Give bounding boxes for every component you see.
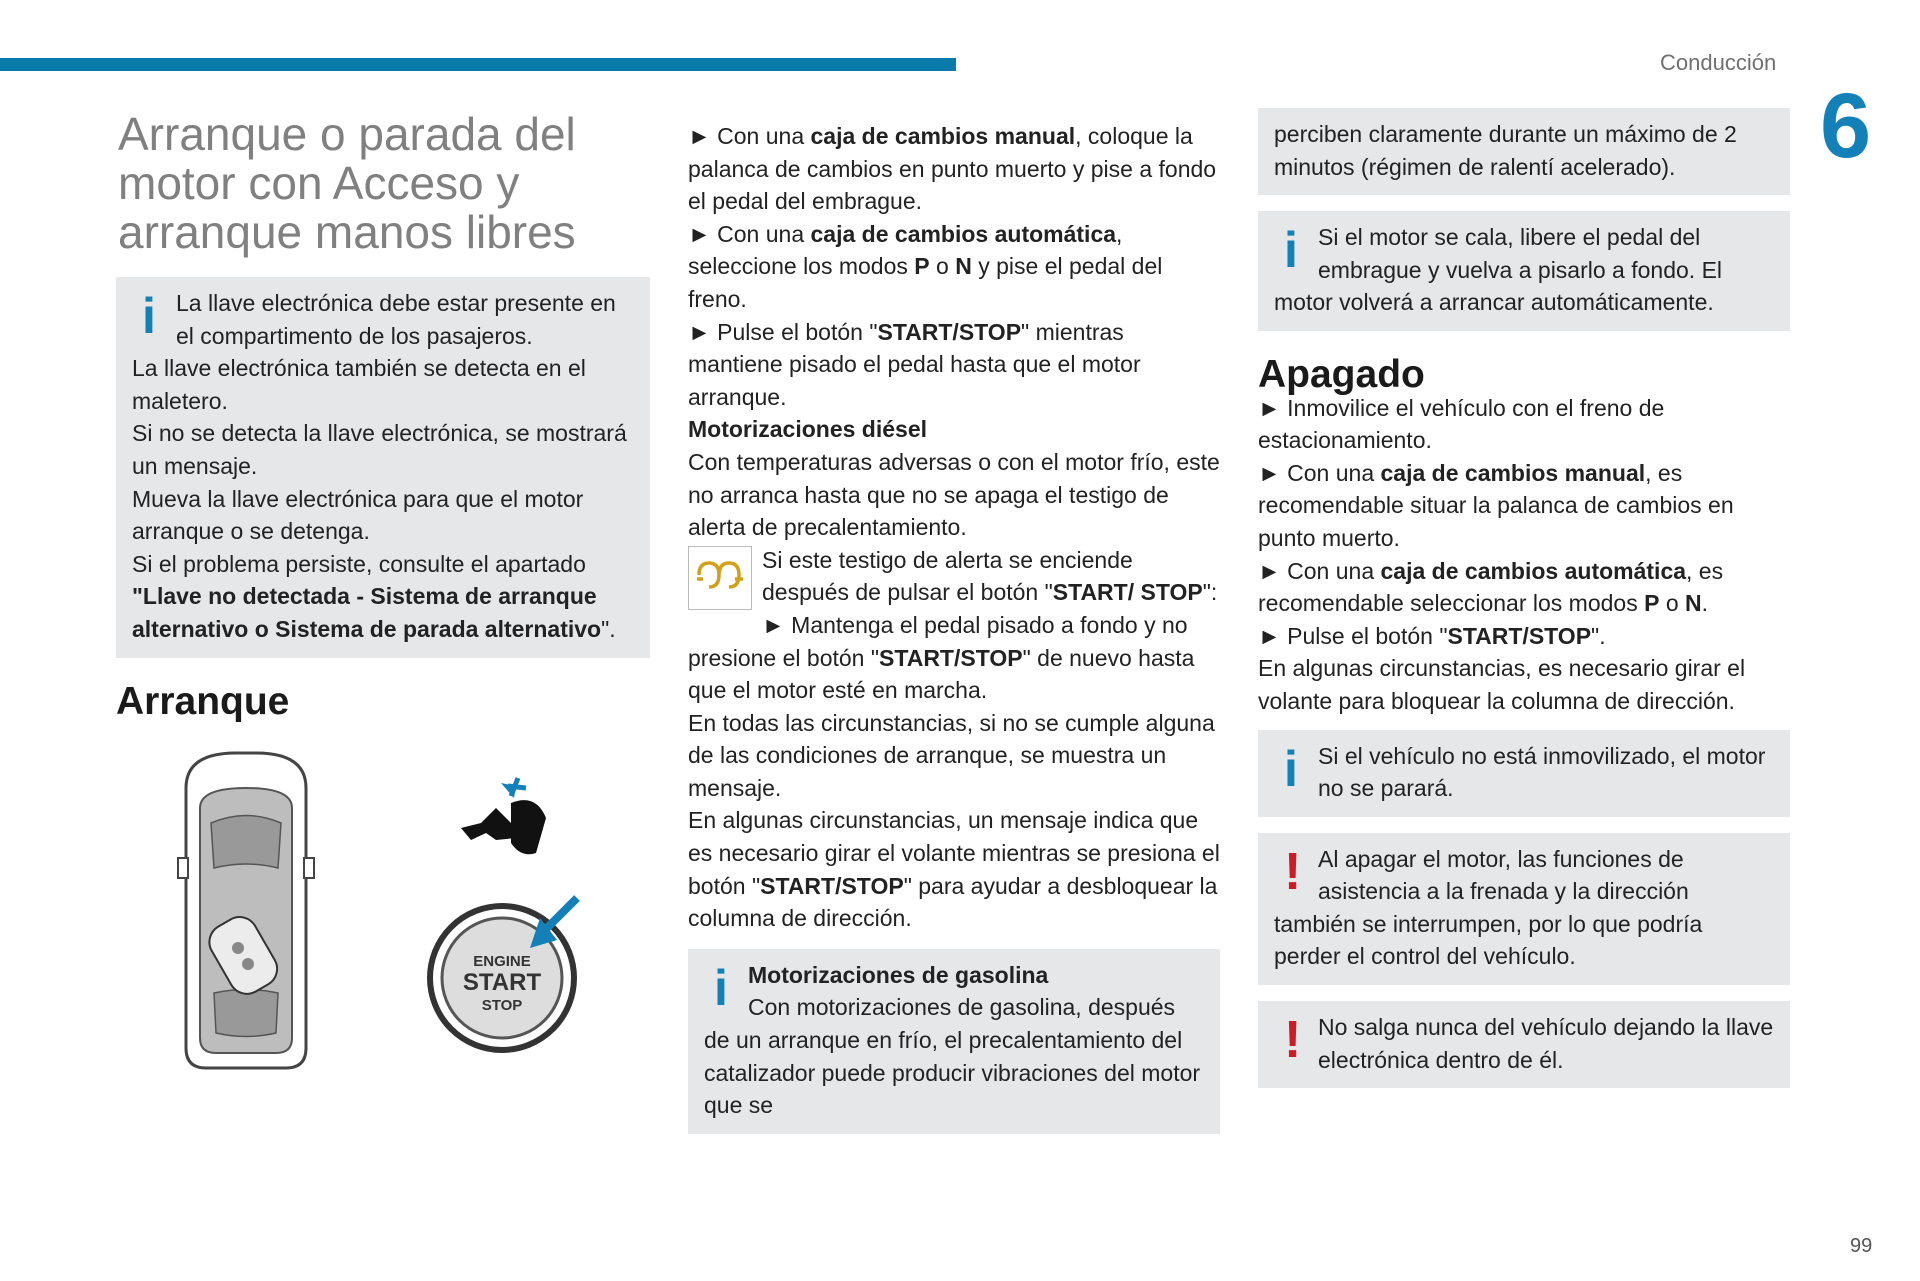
text-bold: START/STOP [760, 872, 904, 899]
text-bold: START/STOP [879, 644, 1023, 671]
chapter-number: 6 [1820, 75, 1872, 177]
text-bold: caja de cambios automática [810, 220, 1117, 247]
body-text [688, 804, 1220, 934]
text-part: o [1659, 590, 1686, 617]
info-icon: i [1284, 740, 1298, 797]
info-icon: i [1284, 222, 1298, 279]
glow-text [688, 544, 1220, 609]
diesel-heading [688, 413, 1220, 446]
car-key-illustration [116, 748, 650, 1078]
info-box-key [116, 277, 650, 658]
text-part: Si este testigo de alerta se enciende después de pulsar el botón " [762, 546, 1133, 606]
button-start-label: START [462, 969, 542, 997]
text-bold: caja de cambios manual [1380, 459, 1646, 486]
page-number: 99 [1850, 1235, 1873, 1257]
info-text-part: ". [601, 615, 616, 642]
text-part: , seleccione los modos [688, 220, 1123, 280]
text-part: ► Con una [1258, 557, 1381, 584]
text-part: ► Con una [1258, 459, 1381, 486]
text-part: " de nuevo hasta que el motor esté en marcha. [688, 644, 1195, 704]
preheat-warning-light-icon [688, 546, 752, 610]
warning-box-assist [1258, 833, 1790, 985]
info-text: La llave electrónica también se detecta en el maletero. [132, 355, 586, 414]
gas-heading [704, 959, 1204, 992]
text-bold: P [1644, 590, 1660, 617]
warning-icon: ! [1284, 1011, 1302, 1070]
button-engine-label: ENGINE [473, 953, 531, 971]
text-part: . [1701, 590, 1709, 617]
text-part: ► Pulse el botón " [688, 318, 878, 345]
start-illustration [116, 748, 650, 1078]
bullet-text [688, 218, 1220, 316]
text-bold: N [955, 253, 972, 280]
bullet-text [1258, 620, 1790, 653]
text-bold: caja de cambios automática [1380, 557, 1687, 584]
info-text [132, 548, 634, 646]
page-title: Arranque o parada del motor con Acceso y arranque manos libres [118, 108, 576, 258]
text-bold: START/STOP [877, 318, 1022, 345]
heading-apagado: Apagado [1258, 352, 1425, 396]
text-part: o [929, 253, 956, 280]
bullet-text [688, 609, 1220, 707]
info-box-continued [1258, 108, 1790, 195]
car-topview-icon [178, 753, 314, 1068]
text-part: ": [1202, 579, 1218, 606]
bullet-text [1258, 457, 1790, 555]
text-part: ► Pulse el botón " [1258, 622, 1448, 649]
section-title: Conducción [1660, 50, 1777, 75]
info-text-bold: "Llave no detectada - Sistema de arranque alternativo o Sistema de parada alternativo [132, 583, 602, 642]
warning-text: No salga nunca del vehículo dejando la llave electrónica dentro de él. [1318, 1014, 1774, 1073]
button-stop-label: STOP [481, 997, 523, 1015]
start-stop-button-icon [430, 898, 577, 1050]
warning-box-key [1258, 1001, 1790, 1088]
text-bold: N [1685, 590, 1702, 617]
warning-text: Al apagar el motor, las funciones de asistencia a la frenada y la dirección también se interrumpen, por lo que podría perder el control del vehículo. [1274, 845, 1703, 970]
body-text: En algunas circunstancias, es necesario girar el volante para bloquear la columna de dirección. [1258, 655, 1746, 714]
text-bold: START/ STOP [1052, 579, 1203, 606]
body-text: En todas las circunstancias, si no se cumple alguna de las condiciones de arranque, se muestra un mensaje. [688, 709, 1215, 801]
info-icon: i [142, 288, 156, 344]
column-3 [1258, 108, 1790, 1088]
bullet-text [688, 120, 1220, 218]
text-part: " mientras mantiene pisado el pedal hasta que el motor arranque. [688, 318, 1141, 410]
text-bold: Motorizaciones de gasolina [748, 961, 1049, 988]
info-text: Si no se detecta la llave electrónica, se mostrará un mensaje. [132, 420, 627, 479]
bullet-text [688, 316, 1220, 414]
info-text-part: Si el problema persiste, consulte el apartado [132, 550, 586, 577]
diesel-text: Con temperaturas adversas o con el motor frío, este no arranca hasta que no se apaga el testigo de alerta de precalentamiento. [688, 448, 1220, 541]
text-part: ► Con una [688, 220, 811, 247]
column-1 [116, 110, 650, 1078]
gas-text: Con motorizaciones de gasolina, después de un arranque en frío, el precalentamiento del catalizador puede producir vibraciones del motor que se [704, 994, 1201, 1119]
text-part: ► Con una [688, 123, 811, 149]
text-bold: P [914, 253, 930, 280]
info-icon: i [714, 959, 728, 1016]
bullet-text: ► Inmovilice el vehículo con el freno de estacionamiento. [1258, 394, 1665, 454]
info-box-immobilized [1258, 730, 1790, 817]
info-text: Si el motor se cala, libere el pedal del embrague y vuelva a pisarlo a fondo. El motor volverá a arrancar automáticamente. [1274, 224, 1723, 316]
foot-pedal-icon [461, 778, 546, 854]
info-text: Si el vehículo no está inmovilizado, el motor no se parará. [1318, 742, 1766, 802]
info-box-stall [1258, 211, 1790, 331]
warning-icon: ! [1284, 842, 1302, 901]
heading-arranque: Arranque [116, 679, 290, 723]
bullet-text [1258, 555, 1790, 620]
text-part: , coloque la palanca de cambios en punto muerto y pise a fondo el pedal del embrague. [688, 123, 1217, 215]
info-box-gasoline [688, 949, 1220, 1134]
info-text: La llave electrónica debe estar presente en el compartimento de los pasajeros. [176, 290, 616, 349]
info-text: Mueva la llave electrónica para que el motor arranque o se detenga. [132, 485, 584, 545]
text-part: , es recomendable seleccionar los modos [1258, 557, 1724, 617]
info-text: perciben claramente durante un máximo de 2 minutos (régimen de ralentí acelerado). [1274, 121, 1737, 180]
text-part: " para ayudar a desbloquear la columna de dirección. [688, 872, 1218, 932]
text-part: ► Mantenga el pedal pisado a fondo y no presione el botón " [688, 611, 1188, 671]
text-part: ". [1591, 622, 1606, 649]
header-accent-bar [0, 58, 956, 71]
text-part: En algunas circunstancias, un mensaje indica que es necesario girar el volante mientras se presiona el botón " [688, 807, 1220, 899]
text-bold: caja de cambios manual [810, 123, 1076, 149]
text-part: y pise el pedal del freno. [688, 253, 1163, 312]
text-bold: START/STOP [1447, 622, 1592, 649]
text-part: , es recomendable situar la palanca de cambios en punto muerto. [1258, 459, 1734, 551]
text-bold: Motorizaciones diésel [688, 416, 928, 443]
column-2 [688, 120, 1220, 1134]
